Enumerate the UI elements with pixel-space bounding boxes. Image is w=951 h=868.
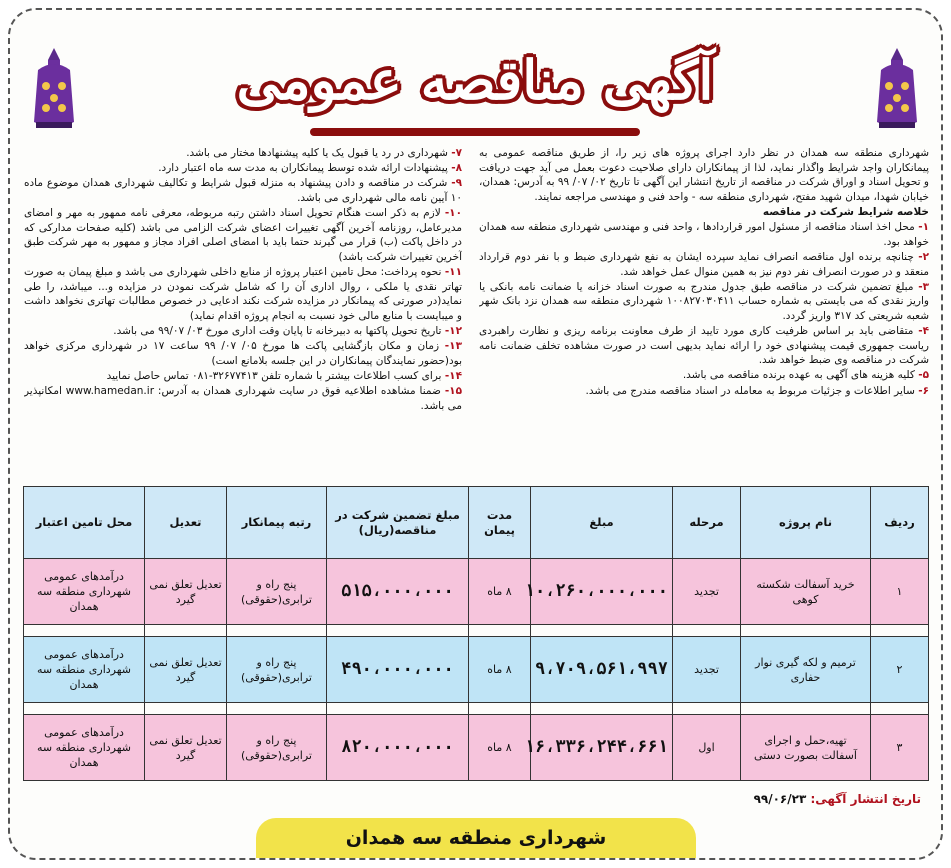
condition-item: ۱۳- زمان و مکان بازگشایی پاکت ها مورخ ۰۵/ ۰۷/ ۹۹ ساعت ۱۷ در شهرداری مرکزی خواهد بود(حضور نمایندگان پیمانکاران در این جلسه بلامانع است) <box>24 340 462 367</box>
body-right-column <box>479 146 929 488</box>
projects-table <box>23 486 929 781</box>
table-row <box>24 559 929 625</box>
publish-date <box>754 792 921 806</box>
condition-item: ۷- شهرداری در رد یا قبول یک یا کلیه پیشنهادها مختار می باشد. <box>186 147 462 159</box>
body-columns <box>24 146 929 488</box>
table-cell: تعدیل تعلق نمی گیرد <box>145 637 227 703</box>
condition-item: ۲- چنانچه برنده اول مناقصه انصراف نماید سپرده ایشان به نفع شهرداری ضبط و با نفر دوم قرارداد منعقد و در صورت انصراف نفر دوم نیز به همین منوال عمل خواهد شد. <box>479 250 929 278</box>
footer-organization: شهرداری منطقه سه همدان <box>256 818 696 858</box>
table-cell: ۱ <box>871 559 929 625</box>
table-cell: درآمدهای عمومی شهرداری منطقه سه همدان <box>24 559 145 625</box>
table-cell: خرید آسفالت شکسته کوهی <box>741 559 871 625</box>
publish-date-label: تاریخ انتشار آگهی: <box>810 792 921 806</box>
table-cell: ۸۲۰،۰۰۰،۰۰۰ <box>327 715 469 781</box>
condition-item: ۱۲- تاریخ تحویل پاکتها به دبیرخانه تا پایان وقت اداری مورخ ۰۳/ ۹۹/۰۷ می باشد. <box>113 325 462 338</box>
table-cell: پنج راه و ترابری(حقوقی) <box>227 715 327 781</box>
condition-item: ۹- شرکت در مناقصه و دادن پیشنهاد به منزله قبول شرایط و تکالیف شهرداری همدان موضوع ماده ۱۰ آیین نامه مالی شهرداری می باشد. <box>24 177 462 204</box>
table-spacer <box>24 703 929 715</box>
publish-date-value: ۹۹/۰۶/۲۳ <box>753 792 807 806</box>
condition-item: ۵- کلیه هزینه های آگهی به عهده برنده مناقصه می باشد. <box>682 369 929 382</box>
table-spacer <box>24 625 929 637</box>
table-row <box>24 715 929 781</box>
table-cell: ۳ <box>871 715 929 781</box>
table-header-cell: رتبه پیمانکار <box>227 487 327 559</box>
table-cell: اول <box>673 715 741 781</box>
table-cell: ۵۱۵،۰۰۰،۰۰۰ <box>327 559 469 625</box>
table-cell: تعدیل تعلق نمی گیرد <box>145 715 227 781</box>
table-header-cell: نام پروژه <box>741 487 871 559</box>
conditions-title: خلاصه شرایط شرکت در مناقصه <box>762 205 929 218</box>
intro-paragraph: شهرداری منطقه سه همدان در نظر دارد اجرای پروژه های زیر را، از طریق مناقصه عمومی به پیمانکاران واجد شرایط واگذار نماید، لذا از پیمانکاران دارای صلاحیت دعوت بعمل می آید جهت دریافت و تحویل اسناد و اوراق شرکت در مناقصه از تاریخ انتشار این آگهی تا تاریخ ۰۲/ ۰۷/ ۹۹ به آدرس: همدان، خیابان شهدا، میدان شهید مفتح، شهرداری منطقه سه - واحد فنی و مهندسی مراجعه نمایند. <box>479 147 929 203</box>
condition-item: ۸- پیشنهادات ارائه شده توسط پیمانکاران به مدت سه ماه اعتبار دارد. <box>158 162 462 175</box>
municipality-logo-icon <box>867 44 927 134</box>
table-cell: ۹،۷۰۹،۵۶۱،۹۹۷ <box>531 637 673 703</box>
table-cell: ترمیم و لکه گیری نوار حفاری <box>741 637 871 703</box>
table-header-cell: مبلغ <box>531 487 673 559</box>
table-cell: ۱۰،۲۶۰،۰۰۰،۰۰۰ <box>531 559 673 625</box>
condition-item: ۱- محل اخذ اسناد مناقصه از مسئول امور قراردادها ، واحد فنی و مهندسی شهرداری منطقه سه همدان خواهد بود. <box>479 221 929 248</box>
table-cell: درآمدهای عمومی شهرداری منطقه سه همدان <box>24 715 145 781</box>
title-banner <box>220 32 730 142</box>
table-cell: ۴۹۰،۰۰۰،۰۰۰ <box>327 637 469 703</box>
table-header-cell: تعدیل <box>145 487 227 559</box>
table-cell: پنج راه و ترابری(حقوقی) <box>227 559 327 625</box>
advertisement-frame <box>8 8 943 860</box>
table-header-row <box>24 487 929 559</box>
table-cell: ۸ ماه <box>469 637 531 703</box>
table-cell: ۱۶،۳۳۶،۲۴۴،۶۶۱ <box>531 715 673 781</box>
table-cell: تجدید <box>673 559 741 625</box>
body-left-column <box>24 146 462 488</box>
table-row <box>24 637 929 703</box>
table-cell: پنج راه و ترابری(حقوقی) <box>227 637 327 703</box>
table-cell: ۲ <box>871 637 929 703</box>
page-title: آگهی مناقصه عمومی <box>236 48 714 112</box>
projects-table-wrap <box>24 486 929 781</box>
table-cell: تهیه،حمل و اجرای آسفالت بصورت دستی <box>741 715 871 781</box>
table-cell: تجدید <box>673 637 741 703</box>
table-header-cell: مدت پیمان <box>469 487 531 559</box>
table-cell: ۸ ماه <box>469 559 531 625</box>
municipality-logo-icon <box>24 44 84 134</box>
condition-item: ۳- مبلغ تضمین شرکت در مناقصه طبق جدول مندرج به صورت اسناد خزانه یا ضمانت نامه بانکی یا واریز نقدی که می بایستی به شماره حساب ۱۰۰۸۲۷۰۳۰۴۱۱ شهرداری منطقه سه همدان نزد بانک شهر شعبه شریعتی کد ۳۱۷ واریز گردد. <box>479 280 929 322</box>
condition-item: ۴- متقاضی باید بر اساس ظرفیت کاری مورد تایید از طرف معاونت برنامه ریزی و نظارت راهبردی ریاست جمهوری قیمت پیشنهادی خود را ارائه نماید بدیهی است در صورت مشاهده تخلف ضمانت نامه شرکت در مناقصه وی ضبط خواهد شد. <box>479 325 929 367</box>
table-cell: ۸ ماه <box>469 715 531 781</box>
table-header-cell: محل تامین اعتبار <box>24 487 145 559</box>
condition-item: ۶- سایر اطلاعات و جزئیات مربوط به معامله در اسناد مناقصه مندرج می باشد. <box>585 384 929 397</box>
title-underline <box>310 128 640 136</box>
table-cell: تعدیل تعلق نمی گیرد <box>145 559 227 625</box>
condition-item: ۱۱- نحوه پرداخت: محل تامین اعتبار پروژه از منابع داخلی شهرداری می باشد و مبلغ پیمان به صورت تهاتر نقدی یا ملکی ، روال اداری آن را که شامل شرکت نمودن در مزایده و... میباشد، را طی نماید(در صورتی که پیمانکار در مزایده شرکت نکند ادعایی در خصوص مطالبات تهاتری نخواهد داشت و میبایست با منابع مالی خود نسبت به انجام پروژه اقدام نماید) <box>24 266 462 322</box>
condition-item: ۱۵- ضمنا مشاهده اطلاعیه فوق در سایت شهرداری همدان به آدرس: www.hamedan.ir امکانپذیر می باشد. <box>24 385 462 412</box>
condition-item: ۱۰- لازم به ذکر است هنگام تحویل اسناد داشتن رتبه مربوطه، معرفی نامه ممهور به مهر و امضای مدیرعامل، روزنامه آخرین آگهی تغییرات اعضای شرکت الزامی می باشد (کلیه صفحات مدارکی که در داخل پاکت (ب) قرار می گیرند حتما باید با امضای اصلی افراد مجاز و ممهور به مهر شرکت طبق آخرین تغییرات شرکت باشد) <box>24 207 462 263</box>
table-header-cell: ردیف <box>871 487 929 559</box>
table-header-cell: مرحله <box>673 487 741 559</box>
table-cell: درآمدهای عمومی شهرداری منطقه سه همدان <box>24 637 145 703</box>
condition-item: ۱۴- برای کسب اطلاعات بیشتر با شماره تلفن ۳۲۶۷۷۴۱۳-۰۸۱ تماس حاصل نمایید <box>106 370 462 383</box>
table-header-cell: مبلغ تضمین شرکت در مناقصه(ریال) <box>327 487 469 559</box>
